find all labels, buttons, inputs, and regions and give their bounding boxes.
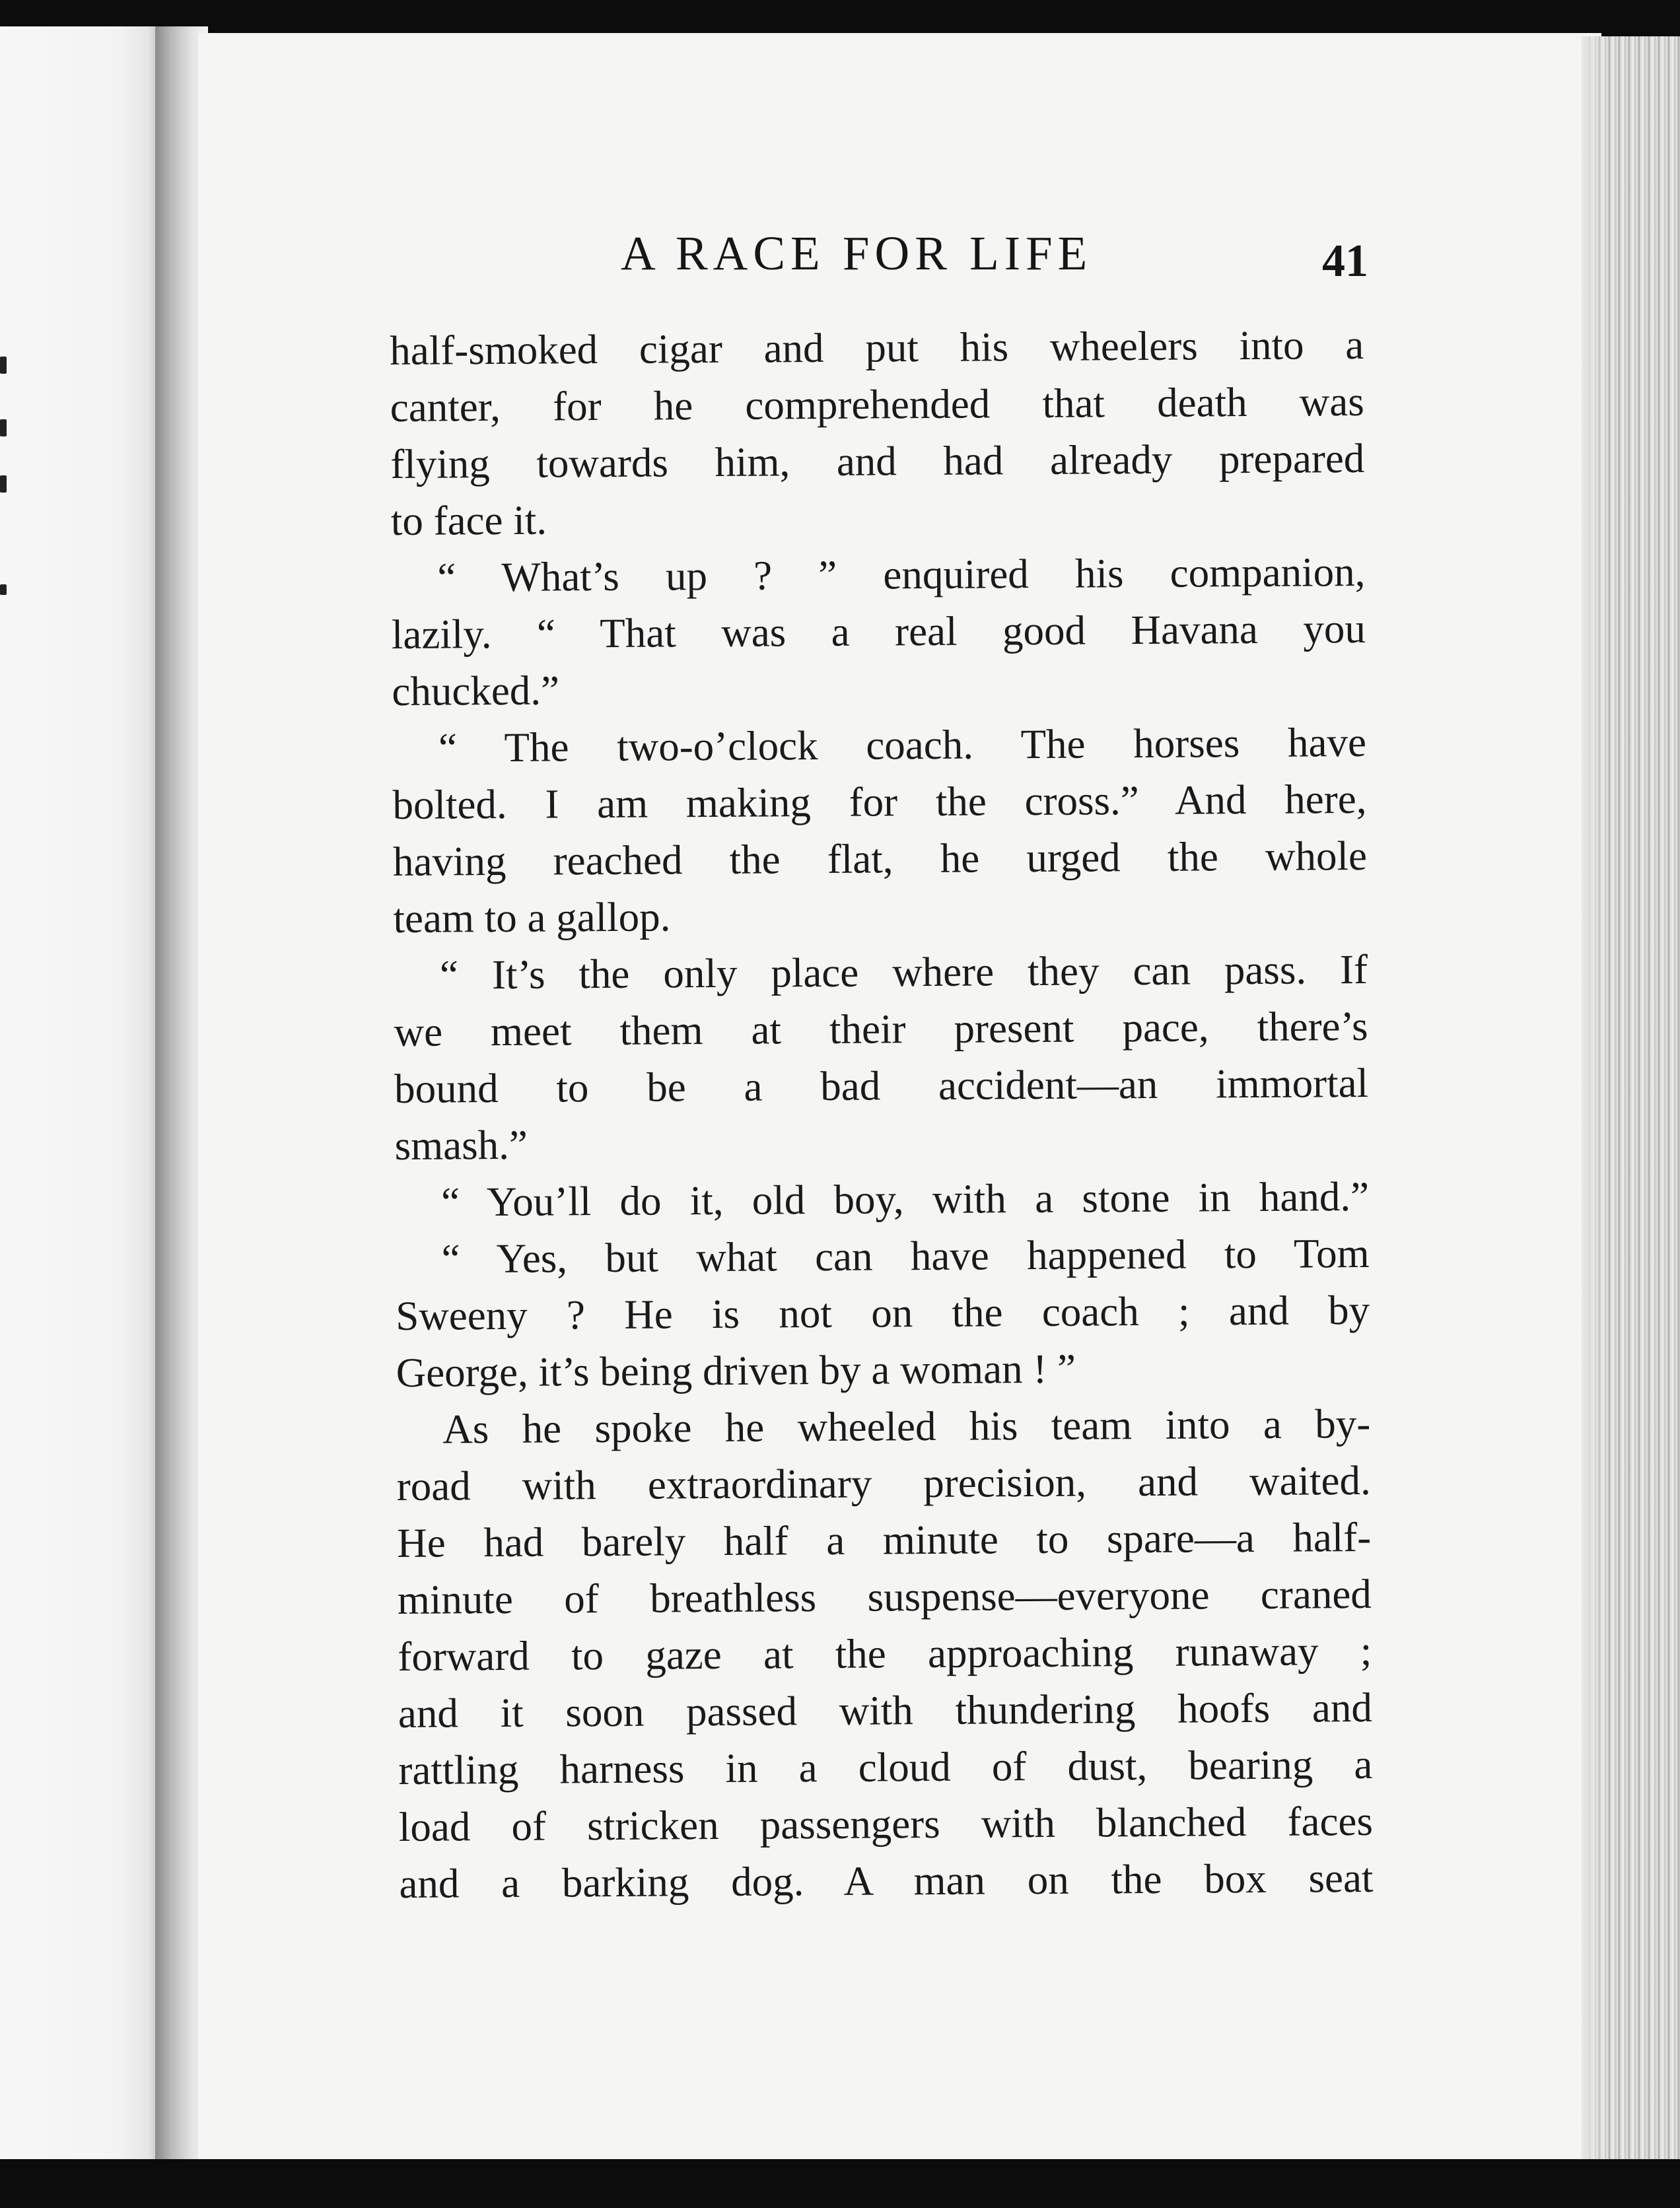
text-line: and it soon passed with thundering hoofs and <box>398 1684 1373 1737</box>
text-line: and a barking dog. A man on the box seat <box>399 1854 1374 1907</box>
text-line: “ It’s the only place where they can pass. If <box>439 946 1368 998</box>
text-line: George, it’s being driven by a woman ! ” <box>396 1345 1076 1396</box>
scan-background <box>0 2159 1680 2208</box>
text-line: canter, for he comprehended that death was <box>390 378 1364 431</box>
text-line: minute of breathless suspense—everyone craned <box>397 1570 1372 1623</box>
text-line: Sweeny ? He is not on the coach ; and by <box>395 1286 1370 1339</box>
text-line: “ The two-o’clock coach. The horses have <box>438 718 1367 771</box>
text-line: bound to be a bad accident—an immortal <box>394 1059 1369 1112</box>
text-line: He had barely half a minute to spare—a half- <box>397 1513 1372 1566</box>
text-line: load of stricken passengers with blanched faces <box>398 1797 1374 1850</box>
text-line: rattling harness in a cloud of dust, bearing a <box>398 1741 1373 1793</box>
text-line: forward to gaze at the approaching runaway ; <box>398 1627 1372 1680</box>
text-line: team to a gallop. <box>393 893 671 942</box>
previous-page-text-bleed <box>0 357 9 607</box>
previous-page-edge <box>0 26 168 2172</box>
text-line: to face it. <box>390 497 547 544</box>
body-text <box>390 316 1374 1912</box>
page-number: 41 <box>1322 236 1368 287</box>
text-line: bolted. I am making for the cross.” And here, <box>392 775 1367 828</box>
text-line: “ What’s up ? ” enquired his companion, <box>437 548 1366 601</box>
running-head: A RACE FOR LIFE <box>621 226 1093 280</box>
text-line: we meet them at their present pace, there’s <box>394 1002 1368 1055</box>
text-line: road with extraordinary precision, and waited. <box>396 1457 1371 1509</box>
text-line: “ You’ll do it, old boy, with a stone in hand.” <box>440 1173 1370 1225</box>
text-line: As he spoke he wheeled his team into a by- <box>442 1400 1371 1453</box>
text-line: smash.” <box>394 1121 528 1169</box>
text-line: lazily. “ That was a real good Havana you <box>391 605 1366 658</box>
text-line: having reached the flat, he urged the whole <box>392 832 1368 885</box>
text-line: chucked.” <box>392 667 560 714</box>
text-line: half-smoked cigar and put his wheelers into a <box>390 321 1364 374</box>
text-line: flying towards him, and had already prepared <box>390 434 1365 487</box>
text-line: “ Yes, but what can have happened to Tom <box>441 1229 1370 1282</box>
page-stack-shadow <box>1582 36 1608 2169</box>
